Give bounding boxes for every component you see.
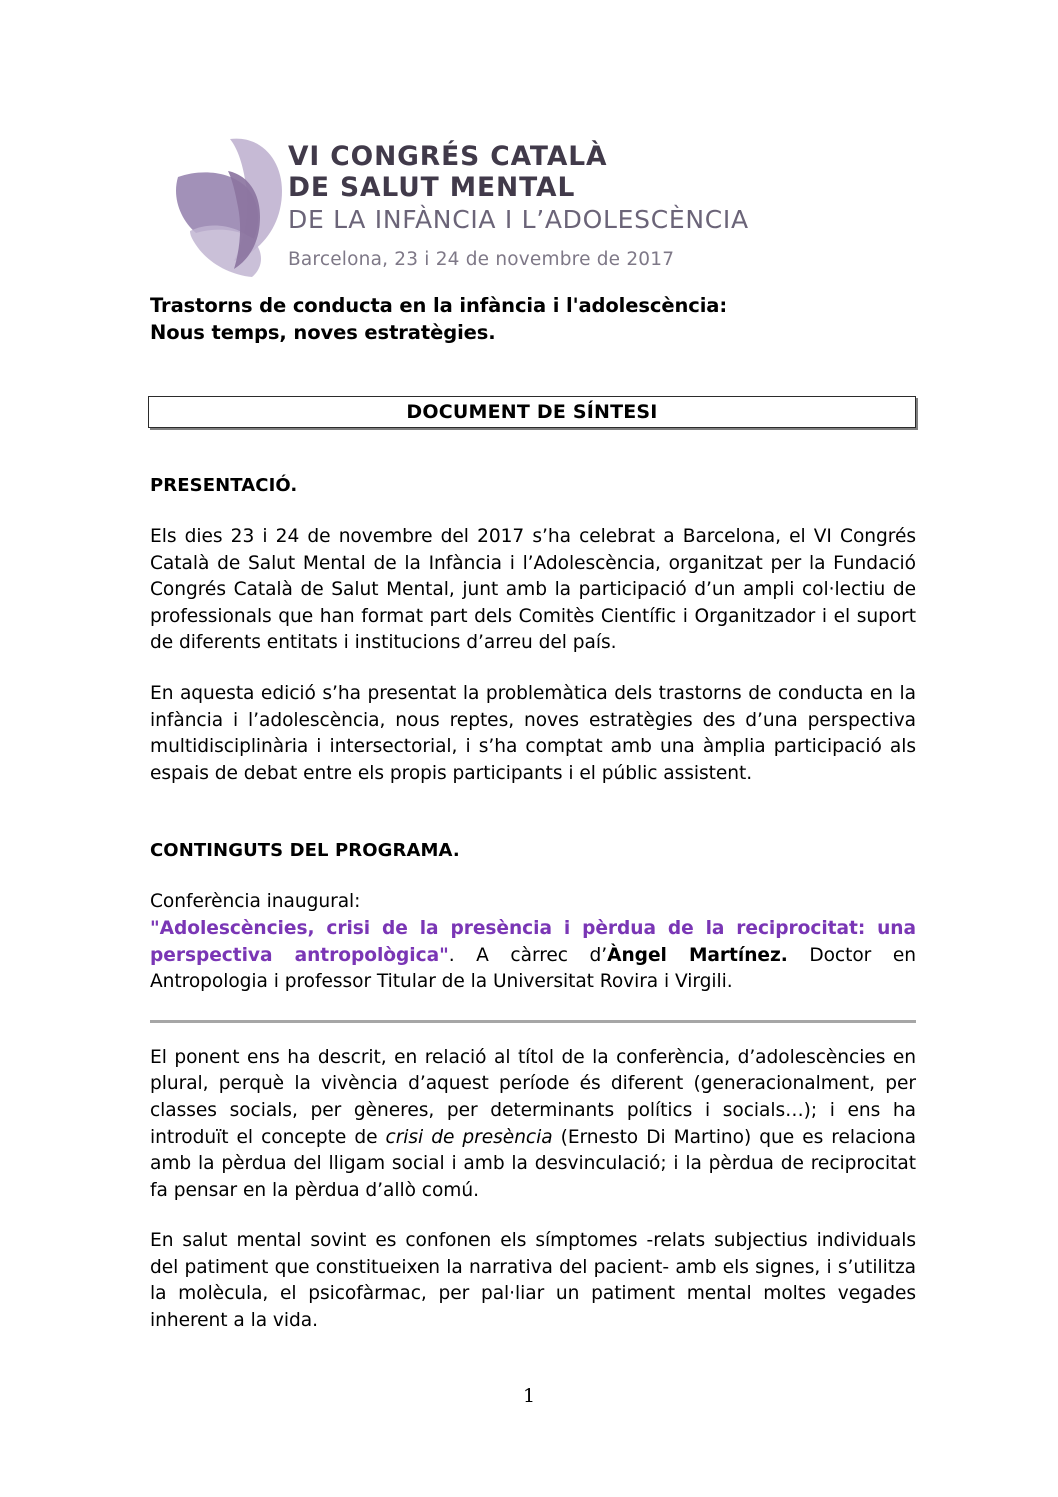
congress-logo-mark-icon — [168, 133, 286, 281]
page-number: 1 — [522, 1385, 536, 1407]
continguts-paragraph-2: En salut mental sovint es confonen els símptomes -relats subjectius individuals del patiment que constitueixen la narrativa del pacient- amb els signes, i s’utilitza la molècula, el psicofàrmac, per pal·liar un patiment mental moltes vegades inherent a la vida. — [150, 1230, 916, 1332]
conference-entry — [150, 916, 916, 996]
document-body — [150, 474, 916, 1359]
conference-title-suffix: . A càrrec d’ — [448, 944, 608, 966]
page-title — [150, 293, 915, 346]
logo-line-3: DE LA INFÀNCIA I L’ADOLESCÈNCIA — [288, 205, 749, 234]
presentacio-paragraph-2: En aquesta edició s’ha presentat la problemàtica dels trastorns de conducta en la infància i l’adolescència, nous reptes, noves estratègies des d’una perspectiva multidisciplinària i intersectorial, i s’ha comptat amb una àmplia participació als espais de debat entre els propis participants i el públic assistent. — [150, 682, 916, 784]
synthesis-banner — [148, 396, 916, 428]
conference-speaker-role: Doctor en Antropologia i professor Titular de la Universitat Rovira i Virgili. — [150, 944, 916, 993]
conference-speaker-name: Àngel Martínez. — [607, 944, 788, 966]
logo-line-1: VI CONGRÉS CATALÀ — [288, 141, 608, 172]
page-title-line-1: Trastorns de conducta en la infància i l'adolescència: — [150, 294, 728, 317]
logo-date-line: Barcelona, 23 i 24 de novembre de 2017 — [288, 249, 675, 270]
presentacio-paragraph-1: Els dies 23 i 24 de novembre del 2017 s’ha celebrat a Barcelona, el VI Congrés Català de Salut Mental de la Infància i l’Adolescència, organitzat per la Fundació Congrés Català de Salut Mental, junt amb la participació d’un ampli col·lectiu de professionals que han format part dels Comitès Científic i Organitzador i el suport de diferents entitats i institucions d’arreu del país. — [150, 526, 916, 654]
logo-line-2: DE SALUT MENTAL — [288, 172, 576, 203]
synthesis-banner-label: DOCUMENT DE SÍNTESI — [406, 401, 658, 423]
congress-header — [150, 125, 915, 285]
section-divider — [150, 1020, 916, 1023]
section-heading-continguts: CONTINGUTS DEL PROGRAMA. — [150, 840, 460, 862]
conference-label: Conferència inaugural: — [150, 891, 361, 913]
continguts-paragraph-1-part-a: El ponent ens ha descrit, en relació al títol de la conferència, d’adolescències en plural, perquè la vivència d’aquest període és diferent (generacionalment, per classes socials, per gèneres, per determinants polítics i socials…); i ens ha introduït el concepte de — [150, 1046, 916, 1148]
congress-logo-text — [288, 141, 908, 275]
continguts-paragraph-1-part-b: (Ernesto Di Martino) que es relaciona amb la pèrdua del lligam social i amb la desvinculació; i la pèrdua de reciprocitat fa pensar en la pèrdua d’allò comú. — [150, 1126, 917, 1201]
section-heading-presentacio: PRESENTACIÓ. — [150, 475, 298, 496]
conference-title: "Adolescències, crisi de la presència i pèrdua de la reciprocitat: una perspectiva antropològica" — [150, 917, 916, 966]
page-title-line-2: Nous temps, noves estratègies. — [150, 320, 496, 344]
continguts-paragraph-1-italic: crisi de presència — [385, 1126, 553, 1148]
continguts-paragraph-1 — [150, 1045, 916, 1205]
